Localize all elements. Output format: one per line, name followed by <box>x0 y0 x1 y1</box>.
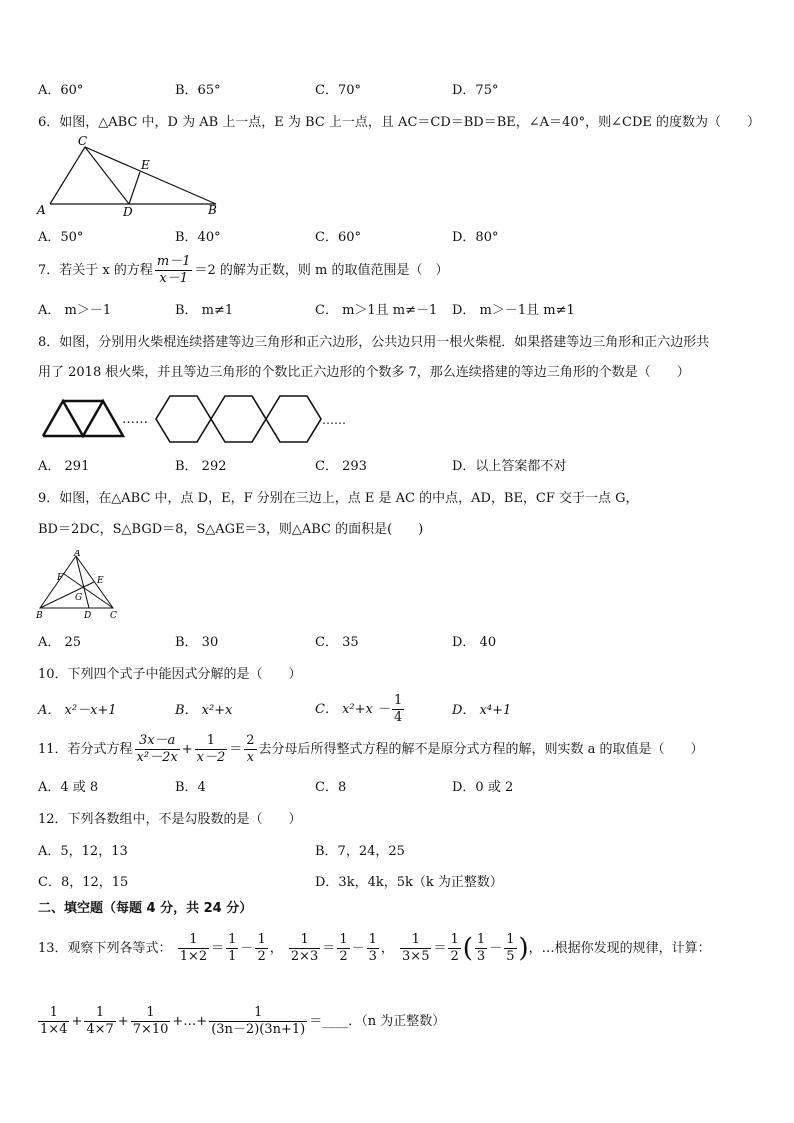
q13-e3-b-num: 1 <box>506 932 515 947</box>
q7-stem-pre: 7．若关于 x 的方程 <box>38 263 153 278</box>
q6-label-b: B <box>208 203 217 217</box>
q13-e3-b-den: 5 <box>506 949 515 964</box>
q12-option-a: A．5，12，13 <box>38 844 128 859</box>
q9-stem-line1: 9．如图，在△ABC 中，点 D，E，F 分别在三边上，点 E 是 AC 的中点，AD，BE，CF 交于一点 G， <box>38 491 639 506</box>
q11-option-c: C．8 <box>315 780 347 795</box>
q11-fraction-1 <box>135 733 180 766</box>
q13-e3-left-paren: ( <box>462 933 473 964</box>
q13-sum-term-1-den: 1×4 <box>40 1022 68 1037</box>
q7-fraction-den: x－1 <box>159 271 188 286</box>
q13-e3-lhs-num: 1 <box>400 932 431 949</box>
q13-e3-half-num: 1 <box>450 932 459 947</box>
q13-e1-a <box>226 932 238 965</box>
q10-option-c-fraction <box>392 693 404 726</box>
q10-option-c <box>315 690 406 730</box>
q7-fraction-num: m－1 <box>156 254 191 269</box>
q9-option-a: A． 25 <box>38 635 82 650</box>
q11-equals: ＝ <box>229 742 243 757</box>
q8-option-d: D．以上答案都不对 <box>452 459 567 474</box>
section-heading-fill-in: 二、填空题（每题 4 分，共 24 分） <box>38 901 253 916</box>
q9-label-g: G <box>75 593 83 603</box>
q5-option-a: A．60° <box>38 83 84 98</box>
q10-option-c-den: 4 <box>393 710 403 725</box>
q13-e3-half <box>448 932 460 965</box>
q8-matchstick-figure <box>38 392 328 448</box>
q13-stem: 13．观察下列各等式： $\frac{1}{1\times 2}$ ＝ $\frac{1}{1}$ － $\frac{1}{2}$ ， $\frac{1}{2\times 3}$ ＝ $\frac{1}{2}$ － $\frac{1}{3}$ ， $\frac{1}{3\times 5}$ ＝ $\frac{1}{2}$ ( $\frac{1}{3}$ － $\frac{1}{5}$ )，…根据你发现的规律，计算： <box>38 932 711 964</box>
q11-fraction-1-den: x²－2x <box>136 750 178 765</box>
q10-option-a: A． x²－x+1 <box>38 703 117 718</box>
q13-e3-a-num: 1 <box>476 932 486 947</box>
q13-sum-expression: $\frac{1}{1\times 4}$ + $\frac{1}{4\times 7}$ + $\frac{1}{7\times 10}$ +…+ $\frac{1}{(3n-2)(3n+1)}$ ＝____．（n 为正整数） <box>40 1005 446 1037</box>
q13-sum-term-1-num: 1 <box>38 1005 69 1022</box>
q13-sum-term-2 <box>84 1005 115 1038</box>
q11-fraction-3-den: x <box>246 750 255 765</box>
q13-e2-b-num: 1 <box>368 932 377 947</box>
q13-e1-b-den: 2 <box>257 949 266 964</box>
q13-sum-term-2-num: 1 <box>84 1005 115 1022</box>
q13-e2-b-den: 3 <box>368 949 377 964</box>
q13-e3-lhs <box>400 932 431 965</box>
q13-e3-half-den: 2 <box>450 949 459 964</box>
q9-label-e: E <box>97 576 104 586</box>
q13-sum-ellipsis: +…+ <box>172 1014 208 1029</box>
q13-stem-post: ，…根据你发现的规律，计算： <box>528 941 711 956</box>
q13-e1-a-num: 1 <box>228 932 237 947</box>
q6-label-a: A <box>37 203 46 217</box>
q9-label-d: D <box>84 611 92 621</box>
q13-e1-b <box>255 932 267 965</box>
q12-option-d: D．3k，4k，5k（k 为正整数） <box>315 875 503 890</box>
q9-stem-line2: BD＝2DC，S△BGD＝8，S△AGE＝3，则△ABC 的面积是( ) <box>38 522 424 537</box>
q7-stem-post: ＝2 的解为正数，则 m 的取值范围是（ ） <box>194 263 449 278</box>
q11-stem <box>38 730 704 770</box>
q5-option-c: C．70° <box>315 83 361 98</box>
q7-option-a: A． m＞－1 <box>38 303 112 318</box>
q9-option-d: D． 40 <box>452 635 497 650</box>
q8-dots-triangles: …… <box>122 412 148 427</box>
q11-fraction-2-num: 1 <box>195 733 228 750</box>
q13-stem-pre: 13．观察下列各等式： <box>38 941 172 956</box>
q11-plus: + <box>181 742 193 757</box>
q13-sum-last-den: (3n－2)(3n+1) <box>211 1022 306 1037</box>
q6-option-c: C．60° <box>315 230 361 245</box>
q10-option-c-num: 1 <box>393 693 403 708</box>
q12-stem: 12．下列各数组中，不是勾股数的是（ ） <box>38 812 302 827</box>
q6-option-b: B．40° <box>175 230 221 245</box>
q13-e2-a <box>337 932 349 965</box>
q11-fraction-3-num: 2 <box>246 733 255 748</box>
q13-sum-tail: ＝____．（n 为正整数） <box>309 1014 446 1029</box>
q9-label-c: C <box>110 611 117 621</box>
q6-option-d: D．80° <box>452 230 499 245</box>
q9-label-b: B <box>36 611 43 621</box>
q13-e1-a-den: 1 <box>228 949 237 964</box>
q13-e1-lhs-den: 1×2 <box>179 949 208 964</box>
q11-fraction-2 <box>195 733 228 766</box>
q13-e3-lhs-den: 3×5 <box>402 949 430 964</box>
q7-option-c: C． m＞1且 m≠－1 <box>315 303 438 318</box>
q8-option-a: A． 291 <box>38 459 90 474</box>
q9-option-c: C． 35 <box>315 635 359 650</box>
q11-option-d: D．0 或 2 <box>452 780 514 795</box>
q6-label-e: E <box>141 158 150 172</box>
q8-option-b: B． 292 <box>175 459 227 474</box>
q11-option-a: A．4 或 8 <box>38 780 99 795</box>
q10-option-d: D． x⁴+1 <box>452 703 512 718</box>
q13-e3-a-den: 3 <box>476 949 486 964</box>
q9-label-f: F <box>57 573 64 583</box>
q13-e3-b <box>504 932 516 965</box>
q7-option-b: B． m≠1 <box>175 303 234 318</box>
q6-stem: 6．如图，△ABC 中，D 为 AB 上一点，E 为 BC 上一点，且 AC＝CD＝BD＝BE，∠A＝40°，则∠CDE 的度数为（ ） <box>38 115 760 130</box>
q9-triangle-figure <box>34 550 124 622</box>
q7-fraction <box>155 254 193 287</box>
q10-option-c-expr: C． x²+x － <box>315 702 390 717</box>
q13-e2-lhs <box>289 932 320 965</box>
q7-option-d: D． m＞－1且 m≠1 <box>452 303 575 318</box>
q13-e3-a <box>475 932 487 965</box>
q11-stem-post: 去分母后所得整式方程的解不是原分式方程的解，则实数 a 的取值是（ ） <box>258 742 704 757</box>
q13-sum-term-3-den: 7×10 <box>132 1022 169 1037</box>
q7-stem <box>38 254 448 288</box>
q13-e2-lhs-den: 2×3 <box>290 949 319 964</box>
q8-option-c: C． 293 <box>315 459 367 474</box>
q13-e1-b-num: 1 <box>257 932 266 947</box>
q10-stem: 10．下列四个式子中能因式分解的是（ ） <box>38 667 302 682</box>
q13-e2-lhs-num: 1 <box>289 932 320 949</box>
q11-fraction-3 <box>244 733 256 766</box>
q13-sum-last-num: 1 <box>209 1005 307 1022</box>
q11-option-b: B．4 <box>175 780 206 795</box>
q5-option-d: D．75° <box>452 83 499 98</box>
q13-sum-last-term <box>209 1005 307 1038</box>
q6-triangle-figure <box>34 134 224 220</box>
q13-e2-b <box>367 932 379 965</box>
q13-e1-lhs-num: 1 <box>178 932 209 949</box>
q13-e2-a-den: 2 <box>339 949 348 964</box>
q13-e3-right-paren: ) <box>518 933 529 964</box>
q6-label-c: C <box>78 134 88 148</box>
q8-stem-line2: 用了 2018 根火柴，并且等边三角形的个数比正六边形的个数多 7，那么连续搭建的等边三角形的个数是（ ） <box>38 365 690 380</box>
q13-sum-term-2-den: 4×7 <box>86 1022 114 1037</box>
q13-sum-term-3-num: 1 <box>131 1005 171 1022</box>
q10-option-b: B． x²+x <box>175 703 233 718</box>
q5-option-b: B．65° <box>175 83 221 98</box>
q13-e1-lhs <box>178 932 209 965</box>
q11-fraction-1-num: 3x－a <box>135 733 180 750</box>
q11-fraction-2-den: x－2 <box>196 750 226 765</box>
q9-label-a: A <box>74 550 81 559</box>
q12-option-b: B．7，24，25 <box>315 844 405 859</box>
q6-label-d: D <box>123 205 133 219</box>
q12-option-c: C．8，12，15 <box>38 875 129 890</box>
q13-e2-a-num: 1 <box>339 932 348 947</box>
q13-sum-term-1 <box>38 1005 69 1038</box>
q6-option-a: A．50° <box>38 230 84 245</box>
q11-stem-pre: 11．若分式方程 <box>38 742 133 757</box>
q8-stem-line1: 8．如图，分别用火柴棍连续搭建等边三角形和正六边形，公共边只用一根火柴棍．如果搭建等边三角形和正六边形共 <box>38 335 710 350</box>
q8-dots-hexagons: …… <box>322 413 346 427</box>
q9-option-b: B． 30 <box>175 635 219 650</box>
q13-sum-term-3 <box>131 1005 171 1038</box>
